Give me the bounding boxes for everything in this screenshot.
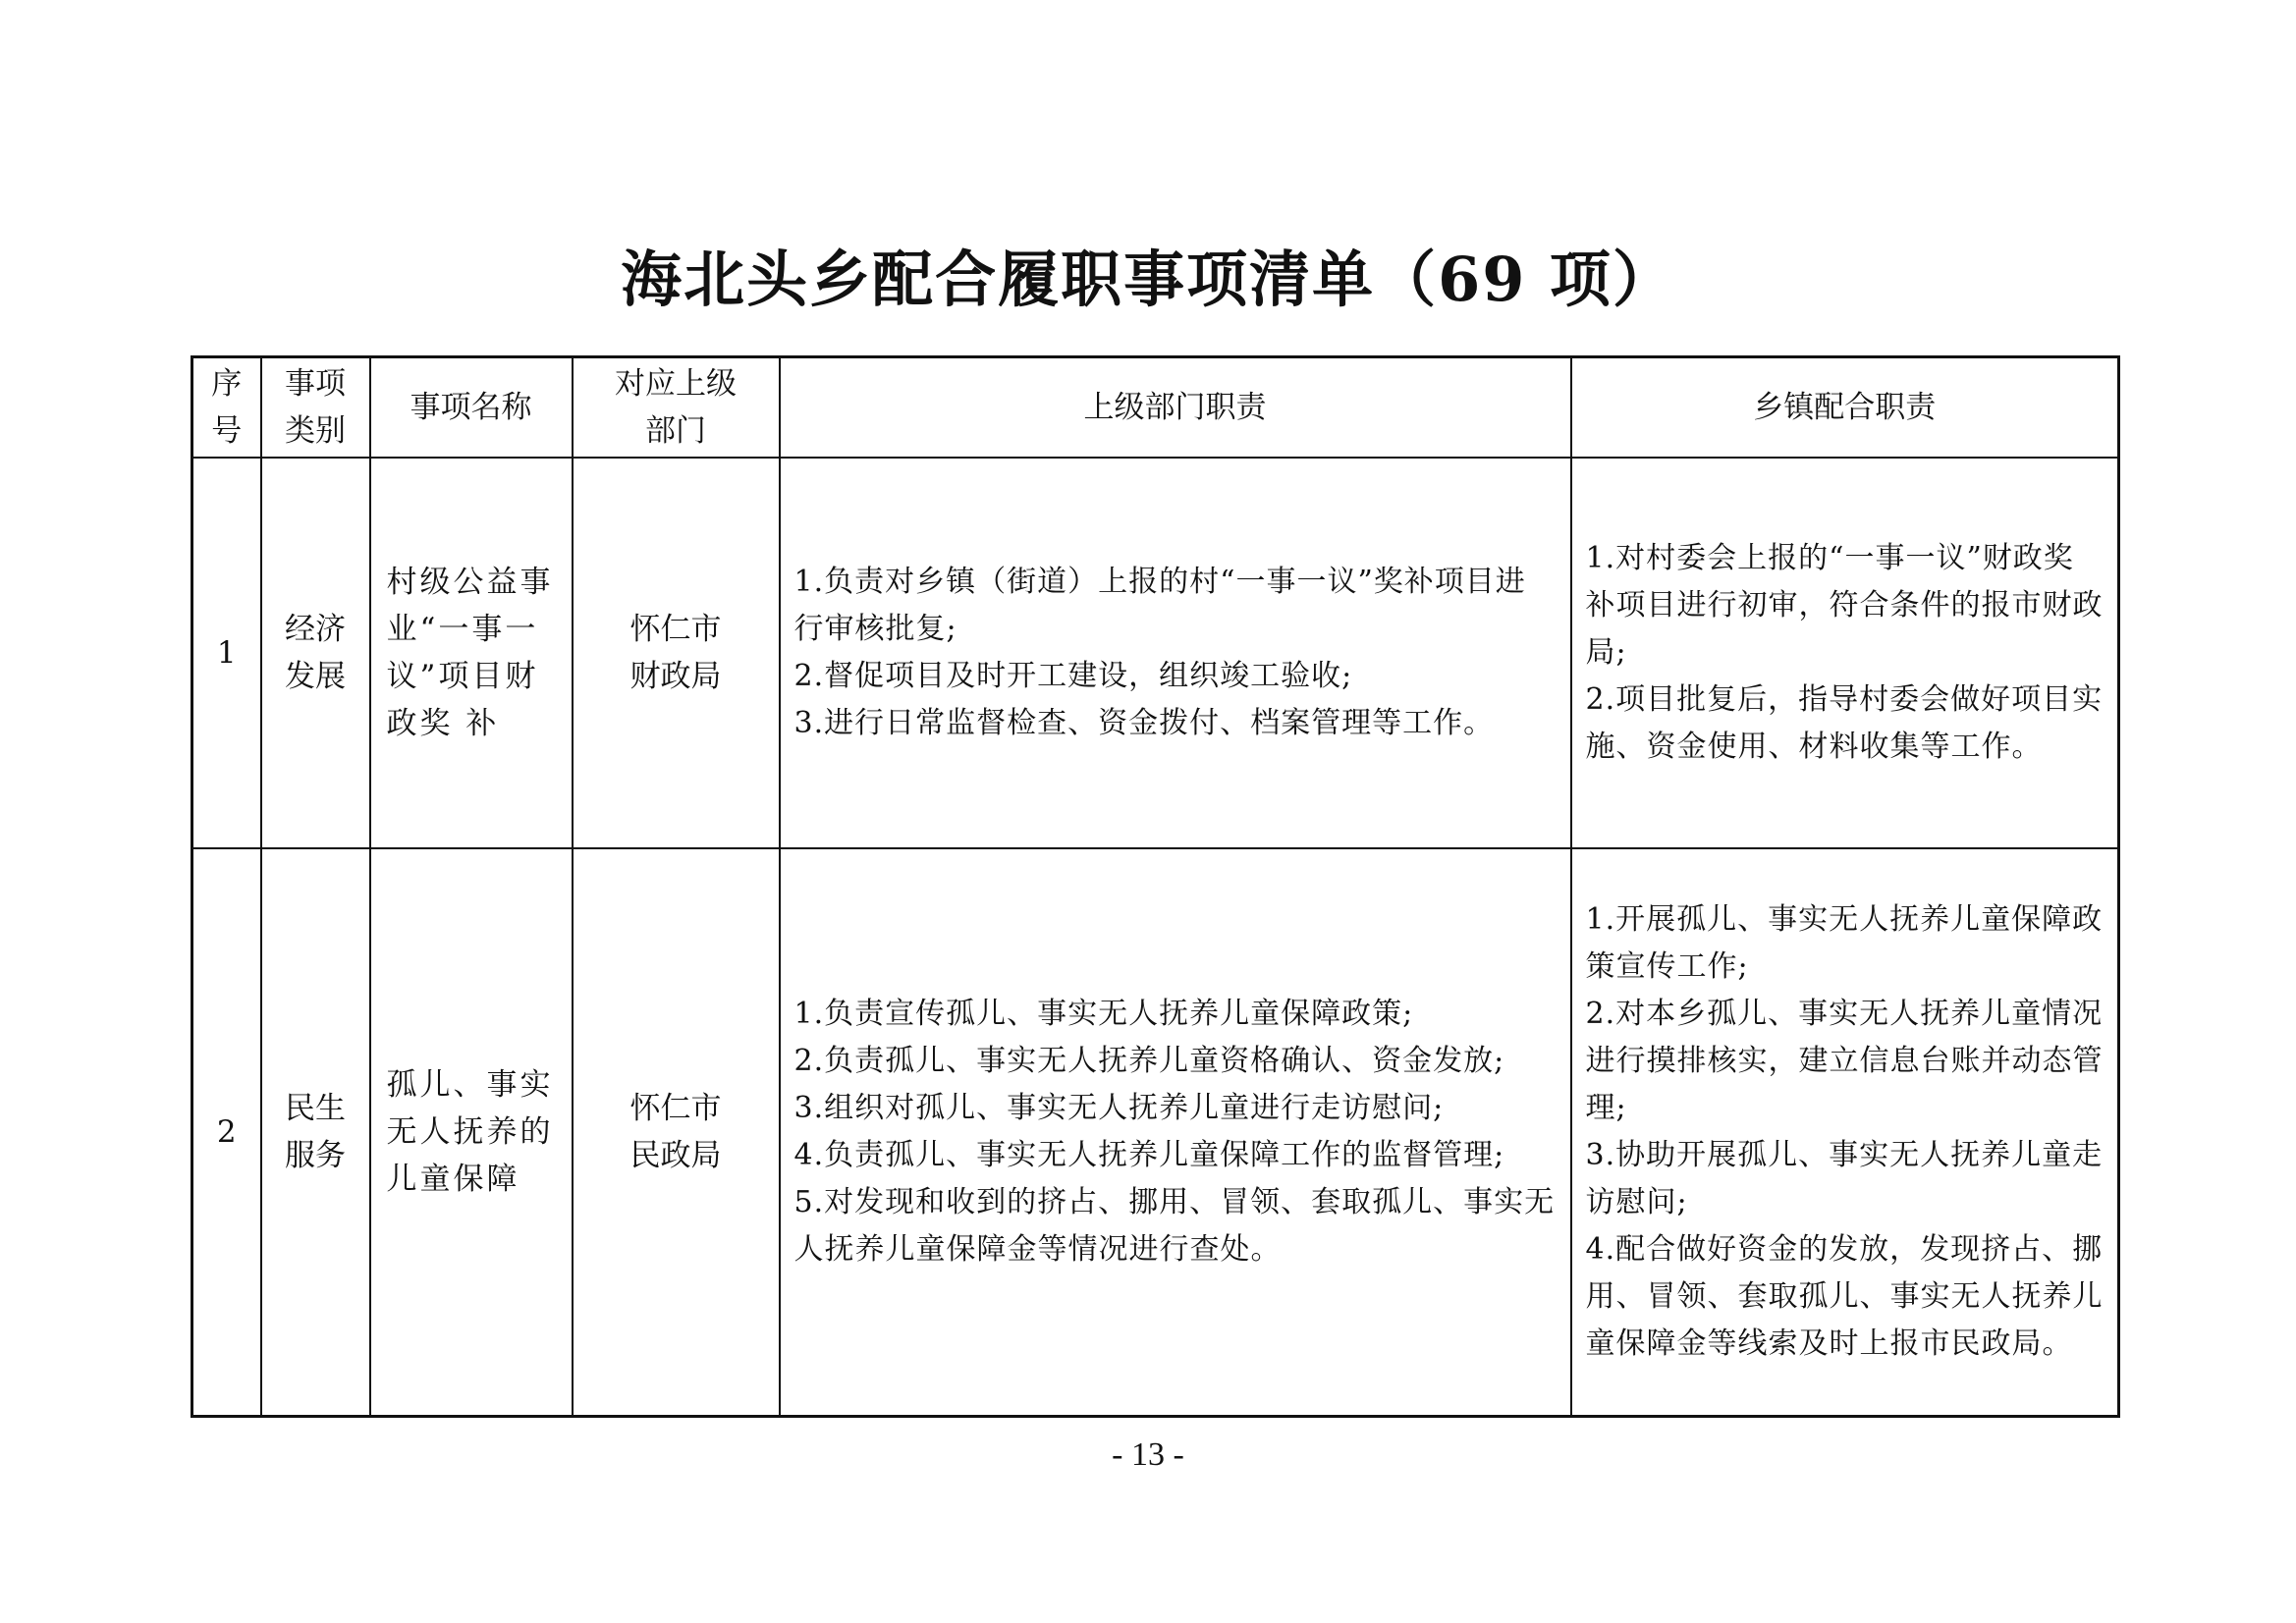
row-dept-line: 怀仁市	[629, 612, 722, 647]
header-category	[261, 357, 370, 459]
header-category-line: 事项	[285, 366, 346, 402]
table-row	[192, 458, 2119, 848]
row-category-line: 经济	[285, 612, 346, 647]
page-number: - 13 -	[1112, 1436, 1184, 1473]
duty-item: 3.协助开展孤儿、事实无人抚养儿童走访慰问;	[1585, 1138, 2104, 1219]
duty-item: 3.组织对孤儿、事实无人抚养儿童进行走访慰问;	[793, 1091, 1445, 1125]
row-item-name-line: 政奖 补	[386, 706, 500, 741]
duty-item: 2.督促项目及时开工建设，组织竣工验收;	[793, 659, 1353, 693]
row-category	[261, 458, 370, 848]
row-town-duty	[1571, 458, 2119, 848]
row-item-name	[370, 848, 573, 1417]
row-town-duty	[1571, 848, 2119, 1417]
row-dept	[573, 848, 780, 1417]
duty-item: 2.负责孤儿、事实无人抚养儿童资格确认、资金发放;	[793, 1044, 1505, 1078]
row-item-name	[370, 458, 573, 848]
header-dept	[573, 357, 780, 459]
duty-item: 1.对村委会上报的“一事一议”财政奖补项目进行初审，符合条件的报市财政局;	[1585, 541, 2104, 670]
duty-item: 1.开展孤儿、事实无人抚养儿童保障政策宣传工作;	[1585, 902, 2104, 984]
header-name: 事项名称	[370, 357, 573, 459]
header-upper-duty: 上级部门职责	[780, 357, 1571, 459]
row-item-name-line: 无人抚养的	[386, 1114, 554, 1150]
duty-table	[191, 355, 2120, 1418]
header-category-line: 类别	[285, 413, 346, 449]
row-item-name-line: 孤儿、事实	[386, 1067, 554, 1103]
duty-item: 3.进行日常监督检查、资金拨付、档案管理等工作。	[793, 706, 1495, 740]
row-category-line: 服务	[285, 1138, 346, 1173]
row-dept-line: 民政局	[629, 1138, 722, 1173]
row-upper-duty	[780, 458, 1571, 848]
row-index: 1	[192, 458, 261, 848]
row-item-name-line: 村级公益事	[386, 565, 554, 600]
duty-item: 1.负责对乡镇（街道）上报的村“一事一议”奖补项目进行审核批复;	[793, 565, 1526, 646]
row-dept-line: 财政局	[629, 659, 722, 694]
row-item-name-line: 议”项目财	[386, 659, 539, 694]
header-index-line: 号	[211, 413, 243, 449]
header-town-duty: 乡镇配合职责	[1571, 357, 2119, 459]
duty-item: 2.对本乡孤儿、事实无人抚养儿童情况进行摸排核实，建立信息台账并动态管理;	[1585, 997, 2104, 1125]
row-item-name-line: 儿童保障	[386, 1162, 520, 1197]
header-index-line: 序	[211, 366, 243, 402]
header-dept-line: 部门	[645, 413, 706, 449]
row-dept	[573, 458, 780, 848]
header-dept-line: 对应上级	[615, 366, 737, 402]
duty-item: 4.配合做好资金的发放，发现挤占、挪用、冒领、套取孤儿、事实无人抚养儿童保障金等线索及时上报市民政局。	[1585, 1232, 2104, 1361]
duty-item: 2.项目批复后，指导村委会做好项目实施、资金使用、材料收集等工作。	[1585, 682, 2104, 764]
table-header-row	[192, 357, 2119, 459]
table-row	[192, 848, 2119, 1417]
row-dept-line: 怀仁市	[629, 1091, 722, 1126]
row-category	[261, 848, 370, 1417]
duty-item: 5.对发现和收到的挤占、挪用、冒领、套取孤儿、事实无人抚养儿童保障金等情况进行查处。	[793, 1185, 1556, 1267]
duty-item: 4.负责孤儿、事实无人抚养儿童保障工作的监督管理;	[793, 1138, 1505, 1172]
row-index: 2	[192, 848, 261, 1417]
header-index	[192, 357, 261, 459]
row-category-line: 民生	[285, 1091, 346, 1126]
page-title: 海北头乡配合履职事项清单（69 项）	[621, 243, 1675, 315]
row-item-name-line: 业“一事一	[386, 612, 539, 647]
duty-item: 1.负责宣传孤儿、事实无人抚养儿童保障政策;	[793, 997, 1414, 1031]
row-category-line: 发展	[285, 659, 346, 694]
row-upper-duty	[780, 848, 1571, 1417]
